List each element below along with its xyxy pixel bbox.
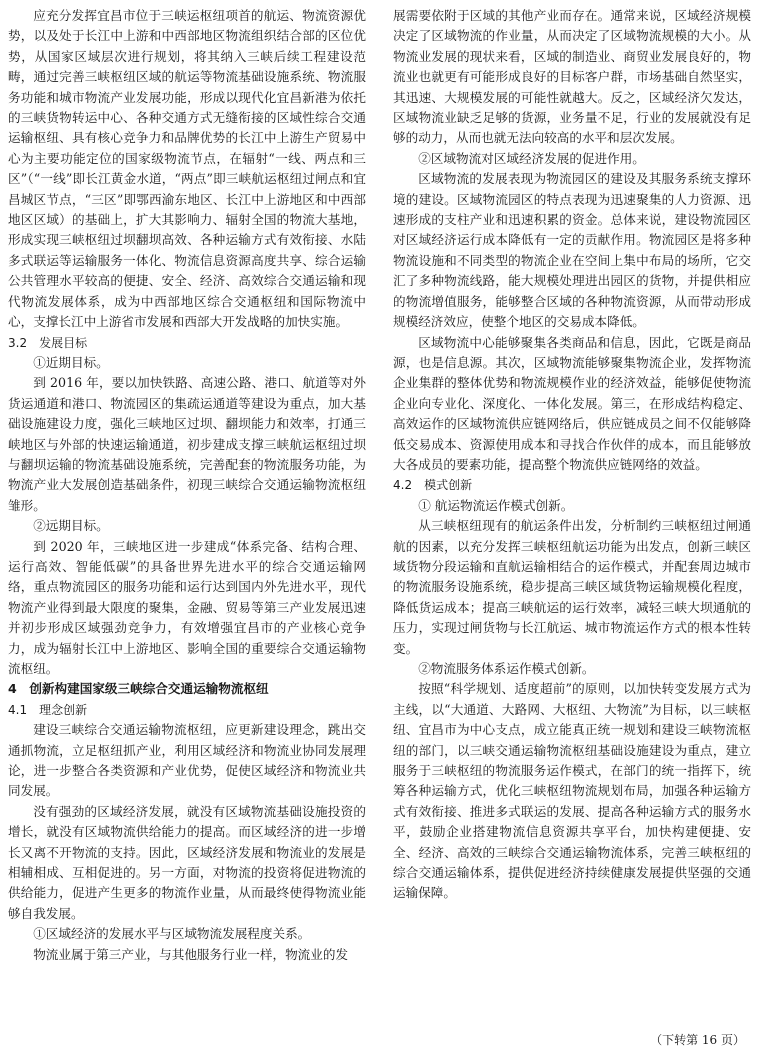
paragraph: 按照“科学规划、适度超前”的原则，以加快转变发展方式为主线，以“大通道、大路网、大枢纽、大物流”为目标，以三峡枢纽、宜昌市为中心支点，成立能真正统一规划和建设三峡物流枢纽的部门，以三峡交通运输物流枢纽基础设施建设为重点，建立服务于三峡枢纽的物流服务运作模式，在部门的统一指挥下，统筹各种运输方式，优化三峡枢纽物流规划布局，加强各种运输方式有效衔接、推进多式联运的发展、提高各种运输方式的服务水平，鼓励企业搭建物流信息资源共享平台，加快构建便捷、安全、经济、高效的三峡综合交通运输物流体系，完善三峡枢纽的综合交通运输体系，提供促进经济持续健康发展提供坚强的交通运输保障。 (393, 681, 751, 901)
paragraph: 物流业属于第三产业，与其他服务行业一样，物流业的发 (33, 946, 349, 962)
paragraph: 区域物流中心能够聚集各类商品和信息，因此，它既是商品源，也是信息源。其次，区域物流能够聚集物流企业，发挥物流企业集群的整体优势和物流规模作业的经济效益，能够促使物流企业向专业化、深度化、一体化发展。第三，在形成结构稳定、高效运作的区域物流供应链网络后，供应链成员之间不仅能够降低交易成本、资源使用成本和寻找合作伙伴的成本，而且能够放大各成员的要素功能，提高整个物流供应链网络的效益。 (393, 334, 751, 472)
paragraph-continued: 展需要依附于区域的其他产业而存在。通常来说，区域经济规模决定了区域物流的作业量，从而决定了区域物流规模的大小。从物流业发展的现状来看，区域的制造业、商贸业发展良好的，物流业也就更有可能形成良好的目标客户群，市场基础自然坚实，其迅速、大规模发展的可能性就越大。反之，区域经济欠发达，区域物流业缺乏足够的货源，业务量不足，行业的发展就没有足够的动力，从而也就无法向较高的水平和层次发展。 (393, 8, 751, 146)
paragraph: 区域物流的发展表现为物流园区的建设及其服务系统支撑环境的建设。区域物流园区的特点表现为迅速聚集的人力资源、迅速形成的支柱产业和迅速积累的资金。总体来说，建设物流园区对区域经济运行成本降低有一定的贡献作用。物流园区是将多种物流设施和不同类型的物流企业在空间上集中布局的场所，它交汇了多种物流线路，能大规模处理进出园区的货物，并提供相应的物流增值服务，能够整合区域的各种物流资源，从而带动形成规模经济效应，使整个地区的交易成本降低。 (393, 171, 751, 330)
subsection-heading: 3.2 发展目标 (8, 335, 88, 350)
paragraph: 建设三峡综合交通运输物流枢纽，应更新建设理念，跳出交通抓物流，立足枢纽抓产业，利用区域经济和物流业协同发展理论，进一步整合各类资源和产业优势，促使区域经济和物流业共同发展。 (8, 722, 366, 799)
paragraph: 到 2020 年，三峡地区进一步建成“体系完备、结构合理、运行高效、智能低碳”的具备世界先进水平的综合交通运输网络，重点物流园区的服务功能和运行达到国内外先进水平，现代物流产业得到最大限度的聚集，金融、贸易等第三产业发展迅速并初步形成区域强劲竞争力，有效增强宜昌市的产业核心竞争力，成为辐射长江中上游地区、影响全国的重要综合交通运输物流枢纽。 (8, 538, 366, 676)
subsection-heading: 4.2 模式创新 (393, 478, 473, 493)
paragraph: ②物流服务体系运作模式创新。 (418, 661, 595, 676)
paragraph: ①区域经济的发展水平与区域物流发展程度关系。 (33, 926, 311, 942)
section-heading: 4 创新构建国家级三峡综合交通运输物流枢纽 (8, 681, 269, 697)
paragraph: 到 2016 年，要以加快铁路、高速公路、港口、航道等对外货运通道和港口、物流园区的集疏运通道等建设为重点，加大基础设施建设力度，强化三峡地区过坝、翻坝能力和效率，打通三峡地区与外部的快速运输通道，初步建成支撑三峡航运枢纽过坝与翻坝运输的物流基础设施系统，完善配套的物流服务功能，为物流产业大发展创造基础条件，初现三峡综合交通运输物流枢纽雏形。 (8, 375, 366, 513)
left-column (8, 6, 366, 965)
continuation-note: （下转第 16 页） (650, 1033, 745, 1047)
right-column (393, 6, 751, 904)
paragraph: ②区域物流对区域经济发展的促进作用。 (418, 150, 645, 166)
paragraph: ②远期目标。 (33, 518, 109, 534)
paragraph: ①近期目标。 (33, 354, 109, 370)
paragraph: 应充分发挥宜昌市位于三峡运枢纽项首的航运、物流资源优势，以及处于长江中上游和中西部地区物流组织结合部的区位优势，从国家区域层次进行规划，将其纳入三峡后续工程建设范畴，通过完善三峡枢纽区域的航运等物流基础设施系统、物流服务功能和城市物流产业发展功能，形成以现代化宜昌新港为依托的三峡货物转运中心、各种交通方式无缝衔接的区域性综合交通运输枢纽、具有核心竞争力和品牌优势的长江中上游生产贸易中心为主要功能定位的国家级物流节点，在辐射“一线、两点和三区”（“一线”即长江黄金水道，“两点”即三峡航运枢纽过闸点和宜昌城区节点，“三区”即鄂西渝东地区、长江中上游地区和中西部地区区域）的基础上，扩大其影响力、辐射全国的物流大基地，形成实现三峡枢纽过坝翻坝高效、各种运输方式有效衔接、水陆多式联运等运输服务一体化、物流信息资源高度共享、综合运输公共管理水平较高的便捷、安全、经济、高效综合交通运输和现代物流发展体系，成为中西部地区综合交通枢纽和国际物流中心，支撑长江中上游省市发展和西部大开发战略的加快实施。 (8, 8, 366, 330)
paragraph: ① 航运物流运作模式创新。 (418, 497, 574, 513)
subsection-heading: 4.1 理念创新 (8, 702, 88, 717)
paragraph: 没有强劲的区域经济发展，就没有区域物流基础设施投资的增长，就没有区域物流供给能力的提高。而区域经济的进一步增长又离不开物流的支持。因此，区域经济发展和物流业的发展是相辅相成、互相促进的。另一方面，对物流的投资将促进物流的供给能力，促进产生更多的物流作业量，从而最终使得物流业能够自我发展。 (8, 803, 366, 921)
paragraph: 从三峡枢纽现有的航运条件出发，分析制约三峡枢纽过闸通航的因素，以充分发挥三峡枢纽航运功能为出发点，创新三峡区域货物分段运输和直航运输相结合的运作模式，并配套周边城市的物流服务设施系统，稳步提高三峡区域货物运输规模化程度，降低货运成本；提高三峡航运的运行效率，减轻三峡大坝通航的压力，实现过闸货物与长江航运、城市物流运作方式的根本性转变。 (393, 518, 751, 656)
